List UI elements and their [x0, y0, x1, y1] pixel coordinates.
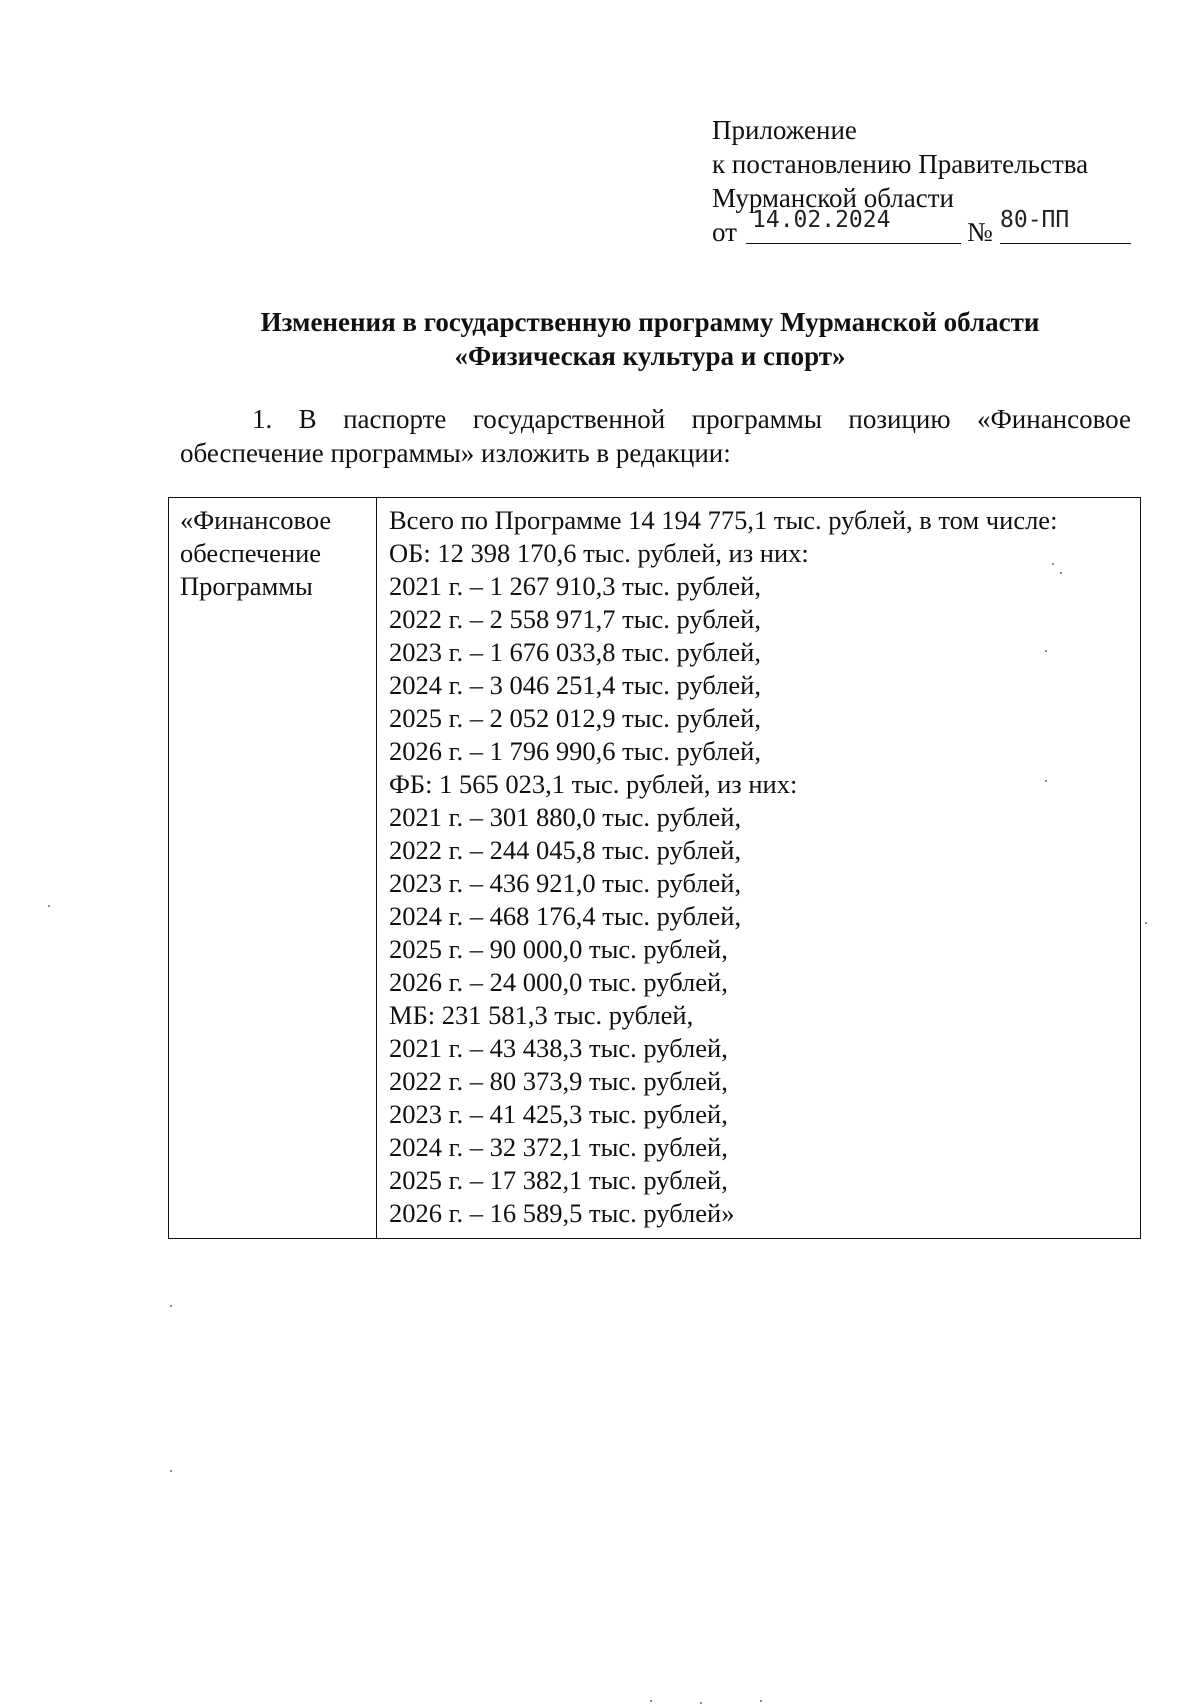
- instruction-paragraph: [180, 402, 1131, 470]
- financing-line: 2024 г. – 3 046 251,4 тыс. рублей,: [389, 670, 761, 700]
- paragraph-line-1: 1. В паспорте государственной программы позицию «Финансовое: [252, 404, 1131, 434]
- date-prefix: от: [712, 217, 737, 247]
- scan-noise-dot: [1052, 563, 1054, 565]
- financing-line: 2024 г. – 468 176,4 тыс. рублей,: [389, 901, 742, 931]
- appendix-line-3: Мурманской области: [712, 183, 954, 213]
- paragraph-line-2: обеспечение программы» изложить в редакции:: [180, 438, 731, 468]
- position-name-line: обеспечение: [180, 538, 322, 568]
- title-line-2: «Физическая культура и спорт»: [454, 341, 846, 371]
- date-number-row: [712, 207, 1132, 247]
- financing-line: ОБ: 12 398 170,6 тыс. рублей, из них:: [389, 538, 809, 568]
- document-title: [170, 305, 1130, 373]
- table-row: [169, 498, 1141, 1239]
- scan-noise-dot: [650, 1700, 652, 1702]
- title-line-1: Изменения в государственную программу Мурманской области: [260, 307, 1040, 337]
- number-prefix: №: [967, 217, 993, 247]
- financing-line: МБ: 231 581,3 тыс. рублей,: [389, 1000, 694, 1030]
- scan-noise-dot: [700, 1702, 702, 1704]
- position-name-cell: [169, 498, 377, 1239]
- financing-values-cell: [377, 498, 1141, 1239]
- financing-line: 2022 г. – 2 558 971,7 тыс. рублей,: [389, 604, 761, 634]
- appendix-line-1: Приложение: [712, 115, 857, 145]
- financing-line: 2021 г. – 43 438,3 тыс. рублей,: [389, 1033, 728, 1063]
- financing-line: 2026 г. – 1 796 990,6 тыс. рублей,: [389, 736, 761, 766]
- scan-noise-dot: [170, 1305, 172, 1307]
- scan-noise-dot: [1045, 650, 1047, 652]
- date-underline: [746, 243, 961, 244]
- financing-table: [168, 497, 1141, 1239]
- financing-line: 2025 г. – 90 000,0 тыс. рублей,: [389, 934, 728, 964]
- financing-line: ФБ: 1 565 023,1 тыс. рублей, из них:: [389, 769, 798, 799]
- appendix-header: [712, 113, 1132, 215]
- scan-noise-dot: [1060, 572, 1062, 574]
- financing-line: 2023 г. – 1 676 033,8 тыс. рублей,: [389, 637, 761, 667]
- scan-noise-dot: [1045, 780, 1047, 782]
- scan-noise-dot: [48, 905, 50, 907]
- appendix-line-2: к постановлению Правительства: [712, 149, 1089, 179]
- financing-line: 2023 г. – 436 921,0 тыс. рублей,: [389, 868, 742, 898]
- financing-line: 2026 г. – 16 589,5 тыс. рублей»: [389, 1198, 735, 1228]
- number-underline: [1000, 243, 1131, 244]
- scan-noise-dot: [1145, 922, 1147, 924]
- financing-line: 2022 г. – 244 045,8 тыс. рублей,: [389, 835, 742, 865]
- financing-line: 2022 г. – 80 373,9 тыс. рублей,: [389, 1066, 728, 1096]
- position-name-line: «Финансовое: [180, 505, 332, 535]
- scan-noise-dot: [760, 1700, 762, 1702]
- number-value: 80-ПП: [1000, 207, 1070, 233]
- financing-line: 2021 г. – 301 880,0 тыс. рублей,: [389, 802, 742, 832]
- financing-line: Всего по Программе 14 194 775,1 тыс. рублей, в том числе:: [389, 505, 1058, 535]
- financing-line: 2021 г. – 1 267 910,3 тыс. рублей,: [389, 571, 761, 601]
- financing-line: 2025 г. – 2 052 012,9 тыс. рублей,: [389, 703, 761, 733]
- financing-line: 2026 г. – 24 000,0 тыс. рублей,: [389, 967, 728, 997]
- scan-noise-dot: [170, 1470, 172, 1472]
- financing-line: 2023 г. – 41 425,3 тыс. рублей,: [389, 1099, 728, 1129]
- financing-line: 2025 г. – 17 382,1 тыс. рублей,: [389, 1165, 728, 1195]
- position-name-line: Программы: [180, 571, 313, 601]
- date-value: 14.02.2024: [752, 207, 891, 233]
- financing-line: 2024 г. – 32 372,1 тыс. рублей,: [389, 1132, 728, 1162]
